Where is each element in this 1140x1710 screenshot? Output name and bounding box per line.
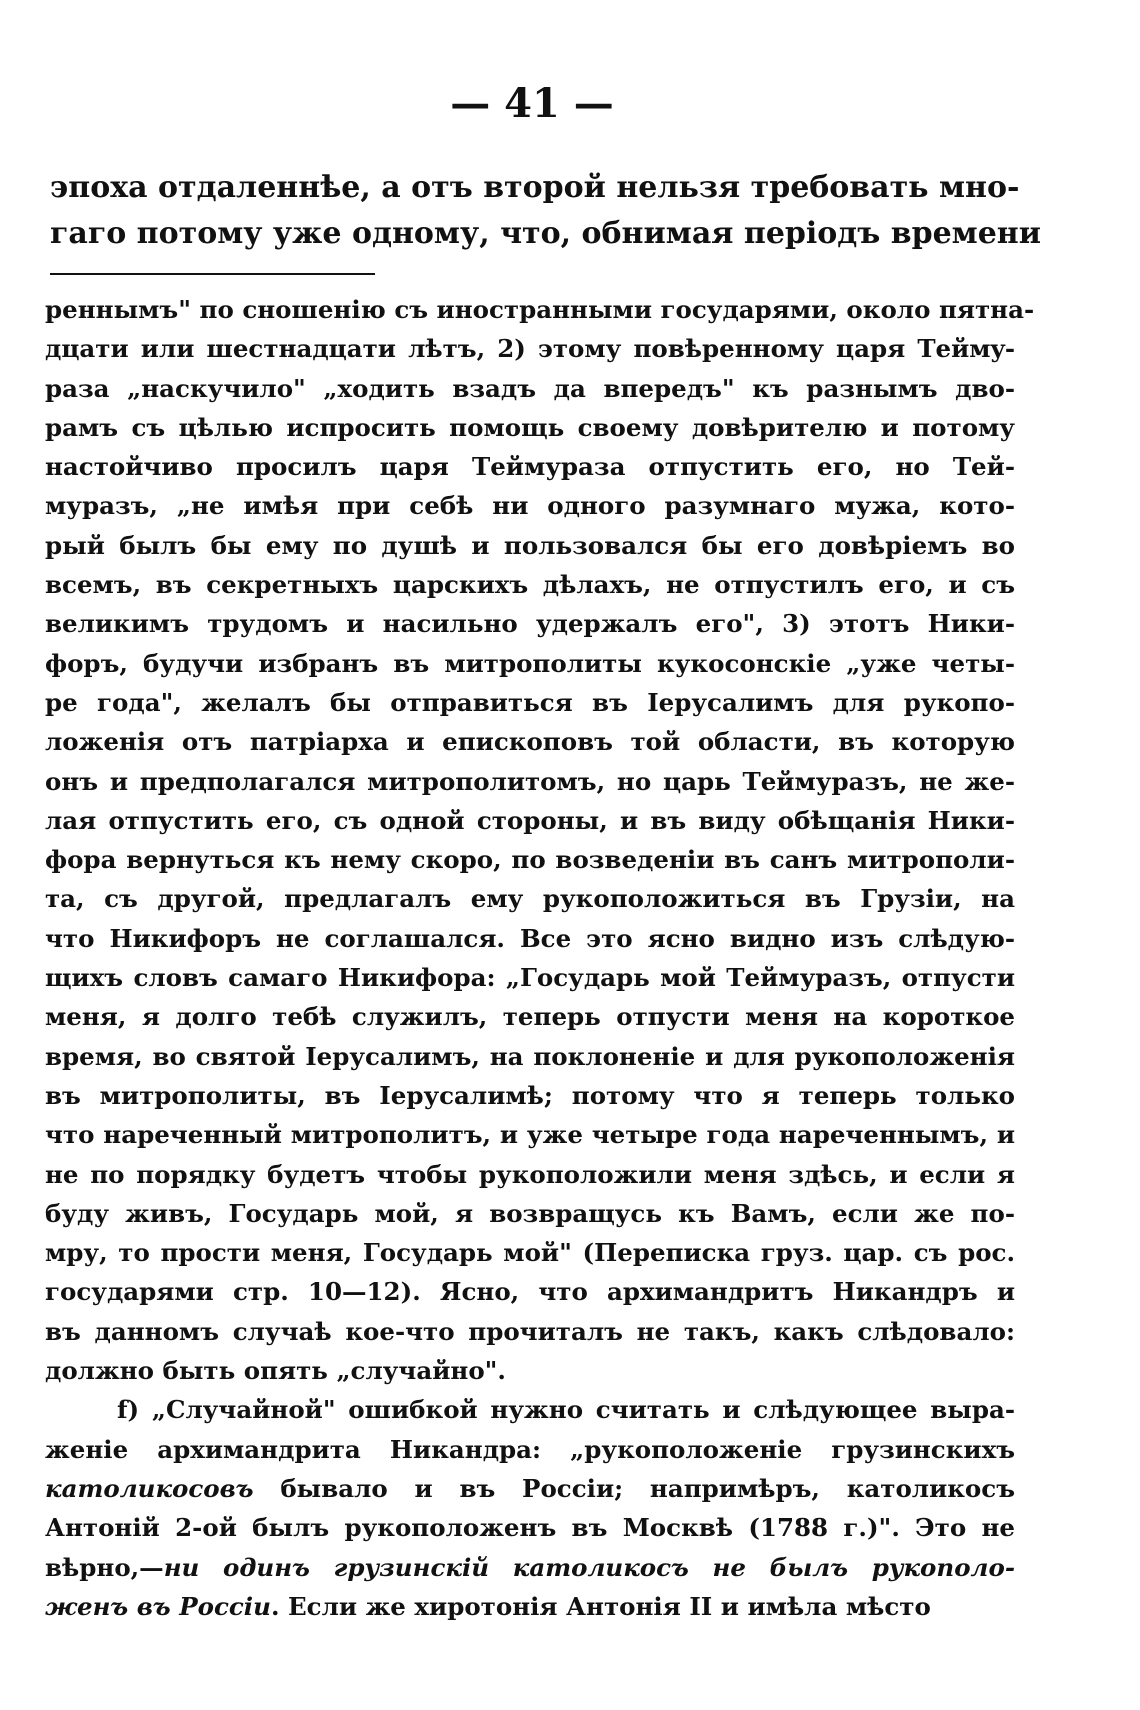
paragraph-f-line — [45, 1587, 1015, 1626]
text-line: рамъ съ цѣлью испросить помощь своему довѣрителю и потому — [45, 412, 1015, 442]
top-paragraph — [50, 165, 1042, 257]
italic-text: католикосовъ — [45, 1473, 254, 1503]
text-line: великимъ трудомъ и насильно удержалъ его", 3) этотъ Ники- — [45, 609, 1015, 639]
text-line: настойчиво просилъ царя Теймураза отпустить его, но Тей- — [45, 452, 1015, 482]
text-line: въ данномъ случаѣ кое-что прочиталъ не такъ, какъ слѣдовало: — [45, 1316, 1015, 1346]
italic-text: женъ въ Россіи — [45, 1591, 271, 1621]
text-line: время, во святой Іерусалимъ, на поклоненіе и для рукоположенія — [45, 1041, 1015, 1071]
paragraph-f-line: женіе архимандрита Никандра: „рукоположеніе грузинскихъ — [45, 1434, 1015, 1464]
top-line: эпоха отдаленнѣе, а отъ второй нельзя требовать мно- — [50, 170, 1020, 205]
text-line: мру, то прости меня, Государь мой" (Переписка груз. цар. съ рос. — [45, 1238, 1015, 1268]
top-line: гаго потому уже одному, что, обнимая періодъ времени — [50, 216, 1042, 251]
text-run: бывало и въ Россіи; напримѣръ, католикосъ — [253, 1473, 1015, 1503]
paragraph-f-line: Антоній 2-ой былъ рукоположенъ въ Москвѣ (1788 г.)". Это не — [45, 1513, 1015, 1543]
text-line: рый былъ бы ему по душѣ и пользовался бы его довѣріемъ во — [45, 530, 1015, 560]
text-line: дцати или шестнадцати лѣтъ, 2) этому повѣренному царя Теймy- — [45, 334, 1015, 364]
text-line: муразъ, „не имѣя при себѣ ни одного разумнаго мужа, кото- — [45, 491, 1015, 521]
italic-text: ни одинъ грузинскій католикосъ не былъ рукополо- — [163, 1552, 1015, 1582]
text-line: фора вернуться къ нему скоро, по возведеніи въ санъ митрополи- — [45, 845, 1015, 875]
text-line: реннымъ" по сношенію съ иностранными государями, около пятна- — [45, 295, 1035, 324]
text-run: . Если же хиротонія Антонія II и имѣла мѣсто — [270, 1591, 931, 1621]
text-line: что нареченный митрополитъ, и уже четыре года нареченнымъ, и — [45, 1120, 1015, 1150]
text-line: должно быть опять „случайно". — [45, 1356, 506, 1386]
text-line: всемъ, въ секретныхъ царскихъ дѣлахъ, не отпустилъ его, и съ — [45, 570, 1015, 600]
paragraph-f-line — [45, 1469, 1015, 1508]
text-line: ложенія отъ патріарха и епископовъ той области, въ которую — [45, 727, 1015, 757]
text-line: та, съ другой, предлагалъ ему рукоположиться въ Грузіи, на — [45, 884, 1015, 914]
text-run: вѣрно,— — [45, 1552, 164, 1582]
text-line: лая отпустить его, съ одной стороны, и въ виду обѣщанія Ники- — [45, 805, 1015, 835]
text-line: щихъ словъ самаго Никифора: „Государь мой Теймуразъ, отпусти — [45, 963, 1015, 993]
body-text — [45, 290, 1035, 1626]
text-line: ре года", желалъ бы отправиться въ Іерусалимъ для рукопо- — [45, 687, 1015, 717]
paragraph-f-line — [45, 1548, 1015, 1587]
text-line: онъ и предполагался митрополитомъ, но царь Теймуразъ, не же- — [45, 766, 1015, 796]
text-line: государями стр. 10—12). Ясно, что архимандритъ Никандръ и — [45, 1277, 1015, 1307]
footnote-divider — [50, 273, 375, 275]
text-line: раза „наскучило" „ходить взадъ да впередъ" къ разнымъ дво- — [45, 373, 1015, 403]
text-line: форъ, будучи избранъ въ митрополиты кукосонскіе „уже четы- — [45, 648, 1015, 678]
text-line: не по порядку будетъ чтобы рукоположили меня здѣсь, и если я — [45, 1159, 1015, 1189]
text-line: что Никифоръ не соглашался. Все это ясно видно изъ слѣдую- — [45, 923, 1015, 953]
text-line: меня, я долго тебѣ служилъ, теперь отпусти меня на короткое — [45, 1002, 1015, 1032]
paragraph-f-line: f) „Случайной" ошибкой нужно считать и слѣдующее выра- — [117, 1395, 1015, 1425]
page-number: — 41 — — [450, 80, 614, 127]
text-line: буду живъ, Государь мой, я возвращусь къ Вамъ, если же по- — [45, 1198, 1015, 1228]
text-line: въ митрополиты, въ Іерусалимѣ; потому что я теперь только — [45, 1080, 1015, 1110]
